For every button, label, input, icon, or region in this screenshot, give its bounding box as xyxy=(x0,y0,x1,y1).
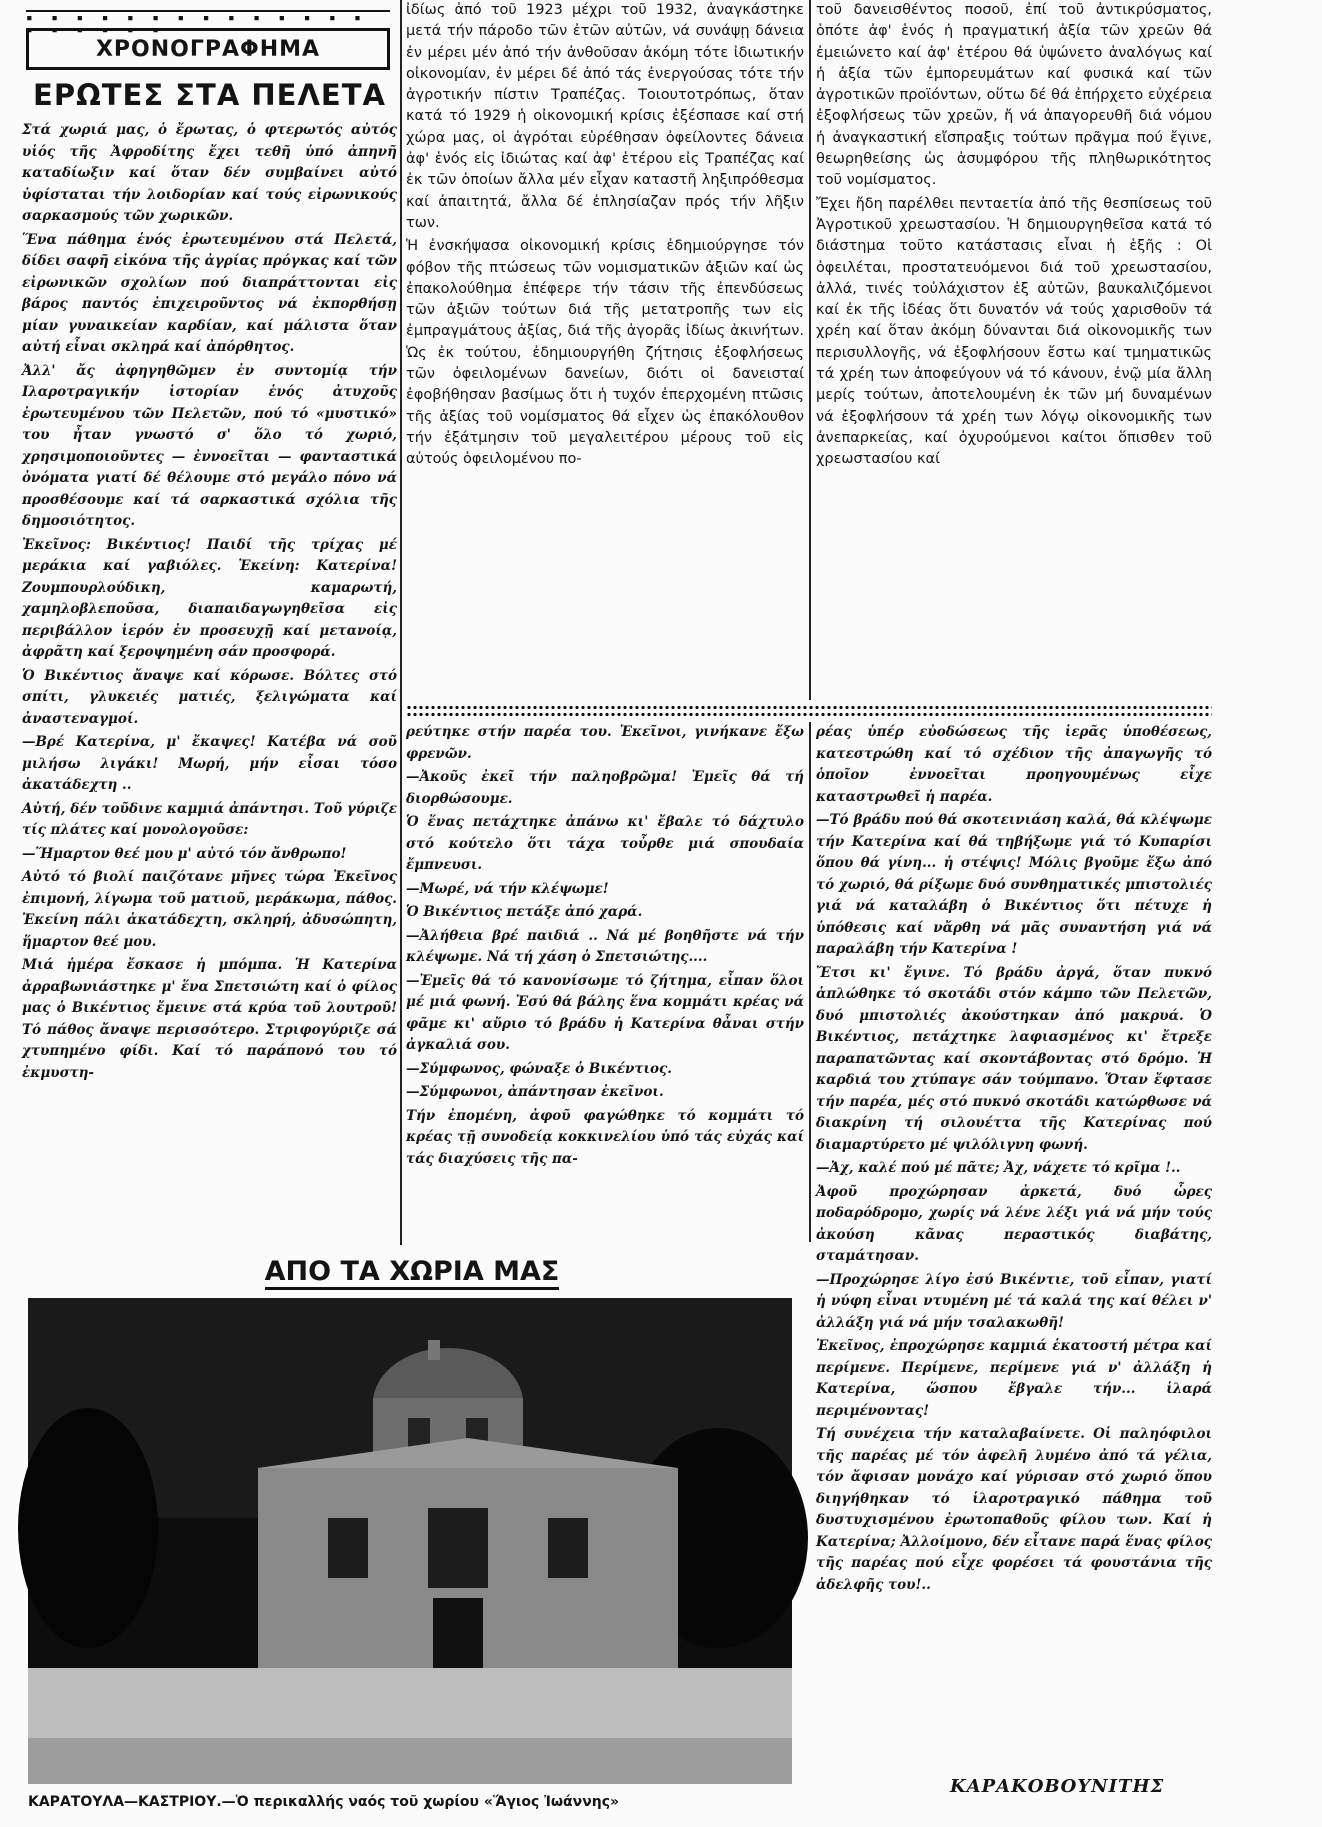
paragraph: —Προχώρησε λίγο ἐσύ Βικέντιε, τοῦ εἶπαν, γιατί ἡ νύφη εἶναι ντυμένη μέ τά καλά της καί θέλει ν' ἀλλάξη γιά νά μήν τσαλακωθῆ! xyxy=(816,1271,1212,1331)
paragraph: Τή συνέχεια τήν καταλαβαίνετε. Οἱ παληόφιλοι τῆς παρέας μέ τόν ἀφελῆ λυμένο ἀπό τά γέλια, τόν ἄφισαν μονάχο καί γύρισαν στό χωριό ὅπου διηγήθηκαν τό ἱλαροτραγικό πάθημα τοῦ δυστυχισμένου ἐρωτοπαθοῦς φίλου των. Καί ἡ Κατερίνα; Ἀλλοίμονο, δέν εἶτανε παρά ἕνας φίλος τῆς παρέας πού εἶχε φορέσει τά φουστάνια τῆς ἀδελφῆς του!.. xyxy=(816,1426,1212,1593)
paragraph: ἰδίως ἀπό τοῦ 1923 μέχρι τοῦ 1932, ἀναγκάστηκε μετά τήν πάροδο τῶν ἐτῶν αὐτῶν, νά συνάψῃ δάνεια ἐν μέρει μέν ἀπό τήν ἀνθοῦσαν ἀκόμη τότε ἰδιωτικήν οἰκονομίαν, ἐν μέρει δέ ἀπό τάς ἐνεργούσας τότε τήν ἀγροτικήν πίστιν Τραπέζας. Τοιουτοτρόπως, ὅταν κατά τό 1929 ἡ οἰκονομική κρίσις ἐξέσπασε καί στή χώρα μας, οἱ ἀγρόται εὑρέθησαν ὀφείλοντες δάνεια ἀφ' ἑνός εἰς ἰδιώτας καί ἀφ' ἑτέρου εἰς Τραπέζας καί ἐκ τῶν ὁποίων ἄλλα μέν εἶχαν καταστῆ ληξιπρόθεσμα καί ἀπαιτητά, ἄλλα δέ ἐπλησίαζαν πρός τήν λῆξιν των. xyxy=(406,2,804,231)
author-signature: ΚΑΡΑΚΟΒΟΥΝΙΤΗΣ xyxy=(950,1776,1165,1797)
paragraph: Ἡ ἐνσκήψασα οἰκονομική κρίσις ἐδημιούργησε τόν φόβον τῆς πτώσεως τῶν νομισματικῶν ἀξιῶν καί ὡς ἐπακολούθημα ἐπέφερε τήν τάσιν τῆς ἐπενδύσεως τῶν ἀξιῶν τούτων διά τῆς μετατροπῆς των εἰς ἐμπραγμάτους ἀξίας, διά τῆς ἀγορᾶς ἰδίως ἀκινήτων. Ὡς ἐκ τούτου, ἐδημιουργήθη ζήτησις ἐξοφλήσεως τῶν ὀφειλομένων δανείων, διότι οἱ δανεισταί ἐφοβήθησαν βασίμως ὅτι ἡ τυχόν ἐπερχομένη πτῶσις τῆς ἀξίας τοῦ νομίσματος θά εἶχεν ὡς ἐπακόλουθον τήν ἐξάτμησιν τοῦ μεγαλειτέρου μέρους τοῦ εἰς αὐτούς ὀφειλομένου πο- xyxy=(406,238,804,468)
paragraph: —Ἥμαρτον θεέ μου μ' αὐτό τόν ἄνθρωπο! xyxy=(22,845,347,862)
article-title: ΕΡΩΤΕΣ ΣΤΑ ΠΕΛΕΤΑ xyxy=(33,78,386,112)
article-column-1 xyxy=(22,120,397,1242)
paragraph: Ἔτσι κι' ἔγινε. Τό βράδυ ἀργά, ὅταν πυκνό ἁπλώθηκε τό σκοτάδι στόν κάμπο τῶν Πελετῶν, δυό μπιστολιές ἀκούστηκαν ἀπό μακρυά. Ὁ Βικέντιος, πετάχτηκε λαφιασμένος κι' ἔτρεξε παραπατῶντας καί σκοντάβοντας στό δρόμο. Ἡ καρδιά του χτύπαγε σάν τούμπανο. Ὅταν ἔφτασε τήν παρέα, μές στό πυκνό σκοτάδι κατώρθωσε νά διακρίνη τή σιλουέττα τῆς Κατερίνας πού διαμαρτύρετο μέ ψιλόλιγνη φωνή. xyxy=(816,964,1212,1153)
section-title: ΑΠΟ ΤΑ ΧΩΡΙΑ ΜΑΣ xyxy=(265,1256,560,1290)
paragraph: —Ἀχ, καλέ πού μέ πᾶτε; Ἀχ, νάχετε τό κρῖμα !.. xyxy=(816,1160,1181,1176)
paragraph: —Σύμφωνος, φώναξε ὁ Βικέντιος. xyxy=(406,1060,672,1077)
article-column-2 xyxy=(406,0,804,705)
paragraph: Ἀλλ' ἄς ἀφηγηθῶμεν ἐν συντομίᾳ τήν Ιλαροτραγικήν ἱστορίαν ἑνός ἀτυχοῦς ἐρωτευμένου τῶν Πελετῶν, πού τό «μυστικό» του ἦταν γνωστό σ' ὅλο τό χωριό, χρησιμοποιοῦντες — ἐννοεῖται — φανταστικά ὀνόματα γιατί δέ θέλουμε στό μεγάλο πόνο νά προσθέσουμε καί τά σαρκαστικά σχόλια τῆς δημοσιότητος. xyxy=(22,362,397,529)
article-column-5 xyxy=(816,722,1212,1772)
paragraph: Αὐτό τό βιολί παιζότανε μῆνες τώρα Ἐκεῖνος ἐπιμονή, λίγωμα τοῦ ματιοῦ, μεράκωμα, πάθος. Ἐκείνη πάλι ἀκατάδεχτη, σκληρή, ἀδυσώπητη, ἥμαρτον θεέ μου. xyxy=(22,869,397,950)
paragraph: —Ἐμεῖς θά τό κανονίσωμε τό ζήτημα, εἶπαν ὅλοι μέ μιά φωνή. Ἐσύ θά βάλης ἕνα κομμάτι κρέας νά φᾶμε κι' αὔριο τό βράδυ ἡ Κατερίνα θἆναι στήν ἀγκαλιά σου. xyxy=(406,972,804,1053)
article-column-3 xyxy=(816,0,1212,705)
column-heading: ΧΡΟΝΟΓΡΑΦΗΜΑ xyxy=(95,36,321,62)
paragraph: Μιά ἡμέρα ἔσκασε ἡ μπόμπα. Ἡ Κατερίνα ἀρραβωνιάστηκε μ' ἕνα Σπετσιώτη καί ὁ φίλος μας ὁ Βικέντιος ἔμεινε στά κρύα τοῦ λουτροῦ! Τό πάθος ἄναψε περισσότερο. Στριφογύριζε σά χτυπημένο φίδι. Καί τό παράπονό του τό ἐκμυστη- xyxy=(22,957,397,1081)
paragraph: —Ἀλήθεια βρέ παιδιά .. Νά μέ βοηθῆστε νά τήν κλέψωμε. Νά τή χάση ὁ Σπετσιώτης.... xyxy=(406,927,804,965)
column-divider xyxy=(809,722,811,1242)
article-column-4 xyxy=(406,722,804,1242)
paragraph: Ἕνα πάθημα ἑνός ἐρωτευμένου στά Πελετά, δίδει σαφῆ εἰκόνα τῆς ἀγρίας πρόγκας καί τῶν εἰρωνικῶν σχολίων πού διαπράττονται εἰς βάρος παντός ἐπιχειροῦντος νά ἐκπορθήσῃ μίαν γυναικείαν καρδίαν, καί μάλιστα ὅταν αὐτή εἶναι σκληρά καί ἀπόρθητος. xyxy=(22,231,397,355)
paragraph: —Ἀκοῦς ἐκεῖ τήν παληοβρῶμα! Ἐμεῖς θά τή διορθώσουμε. xyxy=(406,769,804,807)
paragraph: —Μωρέ, νά τήν κλέψωμε! xyxy=(406,880,609,897)
dotted-separator xyxy=(406,704,1212,718)
paragraph: —Σύμφωνοι, ἀπάντησαν ἐκεῖνοι. xyxy=(406,1084,664,1100)
top-rule-ornament: ▪ ▪ ▪ ▪ ▪ ▪ ▪ ▪ ▪ ▪ ▪ ▪ ▪ ▪ ▪ ▪ ▪ ▪ ▪ ▪ xyxy=(26,10,390,26)
column-divider xyxy=(400,0,402,1245)
paragraph: Ὁ ἕνας πετάχτηκε ἀπάνω κι' ἔβαλε τό δάχτυλο στό κούτελο ὅτι τάχα τοὖρθε μιά σπουδαία ἔμπνευσι. xyxy=(406,814,804,873)
paragraph: Ὁ Βικέντιος ἄναψε καί κόρωσε. Βόλτες στό σπίτι, γλυκειές ματιές, ξελιγώματα καί ἀναστεναγμοί. xyxy=(22,667,397,727)
column-divider xyxy=(809,0,811,700)
paragraph: Ἐκεῖνος, ἐπροχώρησε καμμιά ἑκατοστή μέτρα καί περίμενε. Περίμενε, περίμενε γιά ν' ἀλλάξη ἡ Κατερίνα, ὥσπου ἔβγαλε τήν... ἱλαρά περιμένοντας! xyxy=(816,1338,1212,1419)
paragraph: Στά χωριά μας, ὁ ἔρωτας, ὁ φτερωτός αὐτός υἱός τῆς Ἀφροδίτης ἔχει τεθῆ ὑπό ἀπηνῆ καταδίωξιν καί ὅταν δέν συμβαίνει αὐτό ὑφίσταται τήν λοιδορίαν καί τούς εἰρωνικούς σαρκασμούς τῶν χωρικῶν. xyxy=(22,122,397,224)
paragraph: Ἀφοῦ προχώρησαν ἀρκετά, δυό ὧρες ποδαρόδρομο, χωρίς νά λένε λέξι γιά νά μήν τούς ἀκούση κᾶνας περαστικός διαβάτης, σταμάτησαν. xyxy=(816,1183,1212,1264)
paragraph: Ἔχει ἤδη παρέλθει πενταετία ἀπό τῆς θεσπίσεως τοῦ Ἀγροτικοῦ χρεωστασίου. Ἡ δημιουργηθεῖσα κατά τό διάστημα τοῦτο κατάστασις εἶναι ἡ ἑξῆς : Οἱ ὀφειλέται, προστατευόμενοι διά τοῦ χρεωστασίου, ἀλλά, τινές τοὐλάχιστον ἐξ αὐτῶν, βαυκαλιζόμενοι καί ἐκ τῆς ἰδέας ὅτι δυνατόν νά τούς χαρισθοῦν τά χρέη καί ὅταν ἀκόμη δύνανται διά οἰκονομικῆς των περισυλλογῆς, νά ἐξοφλήσουν ἔστω καί τμηματικῶς τά χρέη των ἀποφεύγουν νά τό κάνουν, ἐνῷ μία ἄλλη μερίς τούτων, ἀποτελουμένη ἐκ τῶν μή δυναμένων νά ἐξοφλήσουν τά χρέη των λόγῳ οἰκονομικῆς των ἀνεπαρκείας, καί ὀχυρούμενοι καίτοι ὅπισθεν τοῦ χρεωστασίου καί xyxy=(816,195,1212,468)
photo-caption: ΚΑΡΑΤΟΥΛΑ—ΚΑΣΤΡΙΟΥ.—Ὁ περικαλλής ναός τοῦ χωρίου «Ἅγιος Ἰωάννης» xyxy=(28,1794,620,1810)
paragraph: ρεύτηκε στήν παρέα του. Ἐκεῖνοι, γινήκανε ἔξω φρενῶν. xyxy=(406,724,804,762)
church-photo-illustration xyxy=(28,1298,792,1784)
paragraph: —Τό βράδυ πού θά σκοτεινιάση καλά, θά κλέψωμε τήν Κατερίνα καί θά τηβήξωμε γιά τό Κυπαρίσι ὅπου θά γίνη... ἡ στέψις! Μόλις βγοῦμε ἔξω ἀπό τό χωριό, θά ρίξωμε δυό συνθηματικές μπιστολιές γιά νά καταλάβη ὁ Βικέντιος ὅτι πέτυχε ἡ ὑπόθεσις καί νἄρθη νά μᾶς συναντήση γιά νά παραλάβη τήν Κατερίνα ! xyxy=(816,812,1212,957)
paragraph: Ὁ Βικέντιος πετάξε ἀπό χαρά. xyxy=(406,904,643,920)
paragraph: —Βρέ Κατερίνα, μ' ἔκαψες! Κατέβα νά σοῦ μιλήσω λιγάκι! Μωρή, μήν εἶσαι τόσο ἀκατάδεχτη .. xyxy=(22,734,397,793)
paragraph: Αὐτή, δέν τοῦδινε καμμιά ἀπάντησι. Τοῦ γύριζε τίς πλάτες καί μονολογοῦσε: xyxy=(22,800,397,838)
paragraph: Ἐκεῖνος: Βικέντιος! Παιδί τῆς τρίχας μέ μεράκια καί γαβιόλες. Ἐκείνη: Κατερίνα! Ζουμπουρλούδικη, καμαρωτή, χαμηλοβλεποῦσα, διαπαιδαγωγηθεῖσα εἰς περιβάλλον ἱερόν ἐν προσευχῇ καί μετανοίᾳ, ἀφρᾶτη καί ξεροψημένη σάν προσφορά. xyxy=(22,536,397,660)
column-heading-box xyxy=(26,28,390,70)
church-photo xyxy=(28,1298,792,1784)
paragraph: ρέας ὑπέρ εὐοδώσεως τῆς ἱερᾶς ὑποθέσεως, κατεστρώθη καί τό σχέδιον τῆς ἀπαγωγῆς τό ὁποῖον ἐννοεῖται προηγουμένως εἶχε καταστρωθεῖ ἡ παρέα. xyxy=(816,724,1212,805)
paragraph: τοῦ δανεισθέντος ποσοῦ, ἐπί τοῦ ἀντικρύσματος, ὁπότε ἀφ' ἑνός ἡ πραγματική ἀξία τῶν χρεῶν θά ἐμειώνετο καί ἀφ' ἑτέρου θά ὑψώνετο ἀναλόγως καί ἡ ἀξία τῶν ἐμπορευμάτων καί φυσικά καί τῶν ἀγροτικῶν προϊόντων, οὕτω δέ θά ἐπήρχετο εὐχέρεια ἐξοφλήσεως τῶν χρεῶν, ἤ νά ἀπαγορευθῆ διά νόμου ἡ ἀναγκαστική εἴσπραξις τούτων πρᾶγμα πού ἔγινε, θεωρηθείσης ὡς ἀσυμφόρου τῆς πληθωρικότητος τοῦ νομίσματος. xyxy=(816,2,1212,189)
section-heading xyxy=(22,1256,802,1287)
paragraph: Τήν ἐπομένη, ἀφοῦ φαγώθηκε τό κομμάτι τό κρέας τῇ συνοδείᾳ κοκκινελίου ὑπό τάς εὐχάς καί τάς διαχύσεις τῆς πα- xyxy=(406,1107,804,1167)
